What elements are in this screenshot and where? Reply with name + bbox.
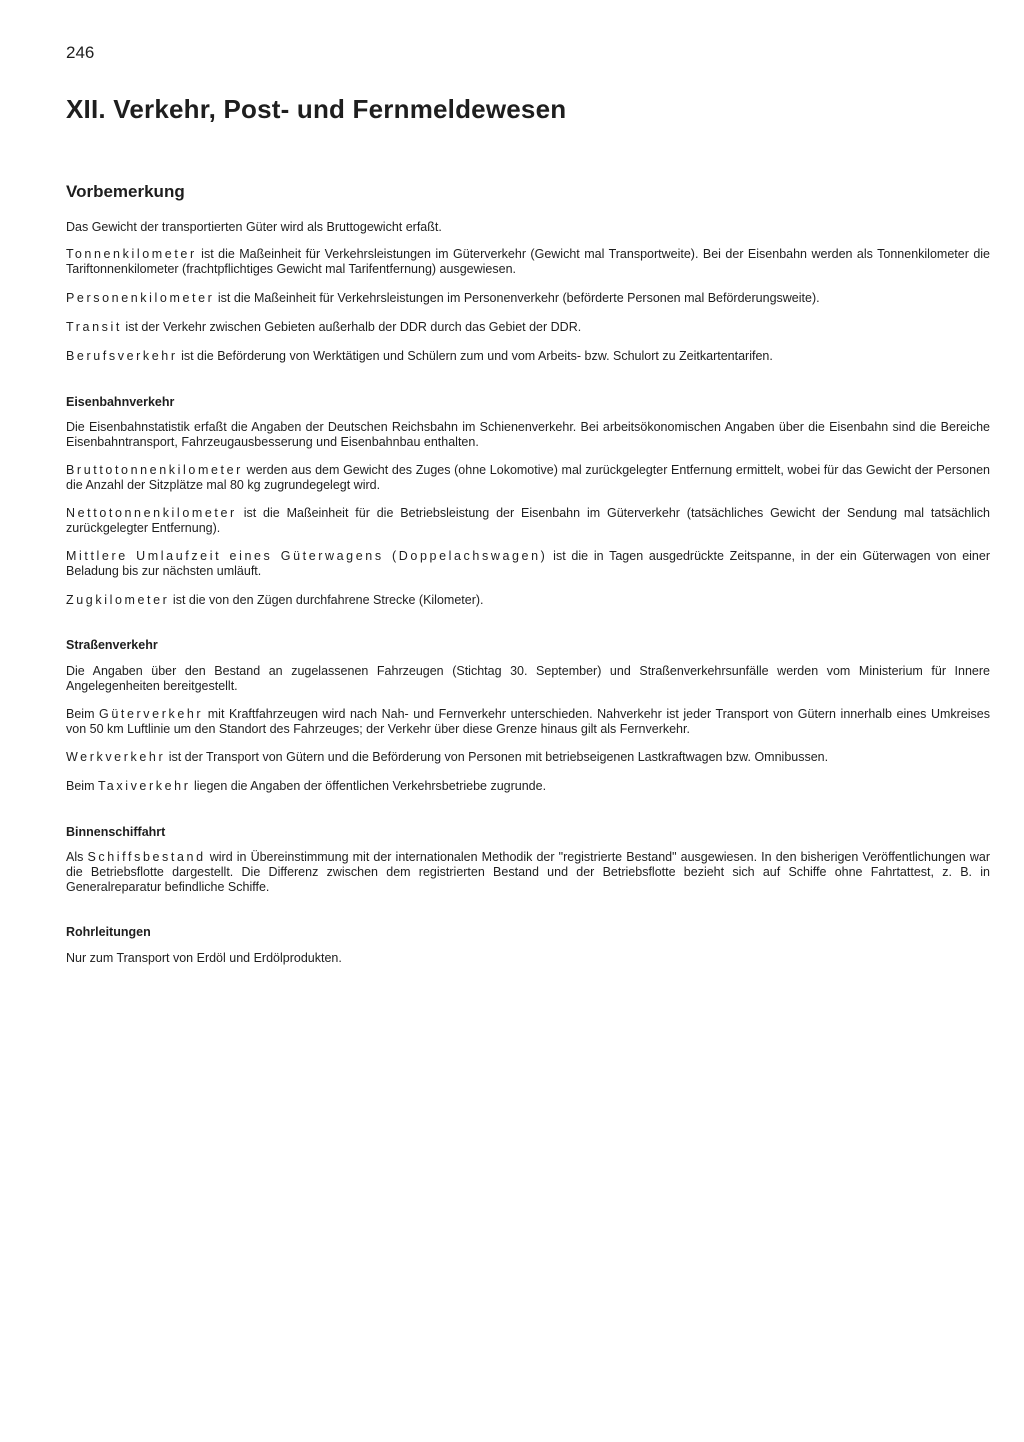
paragraph-fahrzeugbestand: Die Angaben über den Bestand an zugelassenen Fahrzeugen (Stichtag 30. September) und Straßenverkehrsunfälle werden vom Ministerium für Innere Angelegenheiten bereitgestellt.	[66, 664, 990, 693]
chapter-title: XII. Verkehr, Post- und Fernmeldewesen	[66, 94, 567, 124]
paragraph-transit: Transit ist der Verkehr zwischen Gebieten außerhalb der DDR durch das Gebiet der DDR.	[66, 320, 582, 334]
heading-eisenbahnverkehr: Eisenbahnverkehr	[66, 395, 175, 409]
term-berufsverkehr: Berufsverkehr	[66, 349, 178, 363]
paragraph-nettotonnenkilometer: Nettotonnenkilometer ist die Maßeinheit für die Betriebsleistung der Eisenbahn im Güterverkehr (tatsächliches Gewicht der Sendung mal tatsächlich zurückgelegter Entfernung).	[66, 506, 990, 535]
paragraph-berufsverkehr: Berufsverkehr ist die Beförderung von Werktätigen und Schülern zum und vom Arbeits- bzw. Schulort zu Zeitkartentarifen.	[66, 349, 773, 363]
paragraph-umlaufzeit: Mittlere Umlaufzeit eines Güterwagens (Doppelachswagen) ist die in Tagen ausgedrückte Zeitspanne, in der ein Güterwagen von einer Beladung bis zur nächsten umläuft.	[66, 549, 990, 578]
paragraph-rohrleitungen: Nur zum Transport von Erdöl und Erdölprodukten.	[66, 951, 342, 965]
term-gueterverkehr: Güterverkehr	[99, 707, 204, 721]
paragraph-zugkilometer: Zugkilometer ist die von den Zügen durchfahrene Strecke (Kilometer).	[66, 593, 484, 607]
term-taxiverkehr: Taxiverkehr	[97, 779, 191, 793]
term-werkverkehr: Werkverkehr	[66, 750, 166, 764]
heading-binnenschiffahrt: Binnenschiffahrt	[66, 825, 166, 839]
page-number: 246	[66, 43, 95, 62]
paragraph-schiffsbestand: Als Schiffsbestand wird in Übereinstimmung mit der internationalen Methodik der "registrierte Bestand" ausgewiesen. In den bisherigen Veröffentlichungen war die Betriebsflotte dargestellt. Die Differenz zwischen dem registrierten Bestand und der Betriebsflotte bezieht sich auf Schiffe ohne Fahrtattest, z. B. in Generalreparatur befindliche Schiffe.	[66, 850, 990, 894]
term-bruttotonnenkilometer: Bruttotonnenkilometer	[66, 463, 243, 477]
term-tonnenkilometer: Tonnenkilometer	[66, 247, 197, 261]
paragraph-bruttogewicht: Das Gewicht der transportierten Güter wird als Bruttogewicht erfaßt.	[66, 220, 442, 234]
paragraph-personenkilometer: Personenkilometer ist die Maßeinheit für Verkehrsleistungen im Personenverkehr (beförderte Personen mal Beförderungsweite).	[66, 291, 820, 305]
term-schiffsbestand: Schiffsbestand	[87, 850, 206, 864]
paragraph-gueterverkehr: Beim Güterverkehr mit Kraftfahrzeugen wird nach Nah- und Fernverkehr unterschieden. Nahverkehr ist jeder Transport von Gütern innerhalb eines Umkreises von 50 km Luftlinie um den Standort des Fahrzeuges; der Verkehr über diese Grenze hinaus gilt als Fernverkehr.	[66, 707, 991, 736]
term-umlaufzeit: Mittlere Umlaufzeit eines Güterwagens (Doppelachswagen)	[66, 549, 548, 563]
paragraph-eisenbahnstatistik: Die Eisenbahnstatistik erfaßt die Angaben der Deutschen Reichsbahn im Schienenverkehr. Bei arbeitsökonomischen Angaben über die Eisenbahn sind die Bereiche Eisenbahntransport, Fahrzeugausbesserung und Eisenbahnbau enthalten.	[66, 420, 990, 449]
heading-strassenverkehr: Straßenverkehr	[66, 638, 158, 652]
term-personenkilometer: Personenkilometer	[66, 291, 215, 305]
paragraph-bruttotonnenkilometer: Bruttotonnenkilometer werden aus dem Gewicht des Zuges (ohne Lokomotive) mal zurückgelegter Entfernung ermittelt, wobei für das Gewicht der Personen die Anzahl der Sitzplätze mal 80 kg zugrundegelegt wird.	[66, 463, 990, 492]
paragraph-werkverkehr: Werkverkehr ist der Transport von Gütern und die Beförderung von Personen mit betriebseigenen Lastkraftwagen bzw. Omnibussen.	[66, 750, 829, 764]
paragraph-taxiverkehr: Beim Taxiverkehr liegen die Angaben der öffentlichen Verkehrsbetriebe zugrunde.	[66, 779, 547, 793]
heading-rohrleitungen: Rohrleitungen	[66, 925, 151, 939]
term-nettotonnenkilometer: Nettotonnenkilometer	[66, 506, 237, 520]
heading-vorbemerkung: Vorbemerkung	[66, 182, 185, 201]
paragraph-tonnenkilometer: Tonnenkilometer ist die Maßeinheit für Verkehrsleistungen im Güterverkehr (Gewicht mal Transportweite). Bei der Eisenbahn werden als Tonnenkilometer die Tariftonnenkilometer (frachtpflichtiges Gewicht mal Tarifentfernung) ausgewiesen.	[66, 247, 990, 276]
term-zugkilometer: Zugkilometer	[66, 593, 170, 607]
term-transit: Transit	[66, 320, 122, 334]
